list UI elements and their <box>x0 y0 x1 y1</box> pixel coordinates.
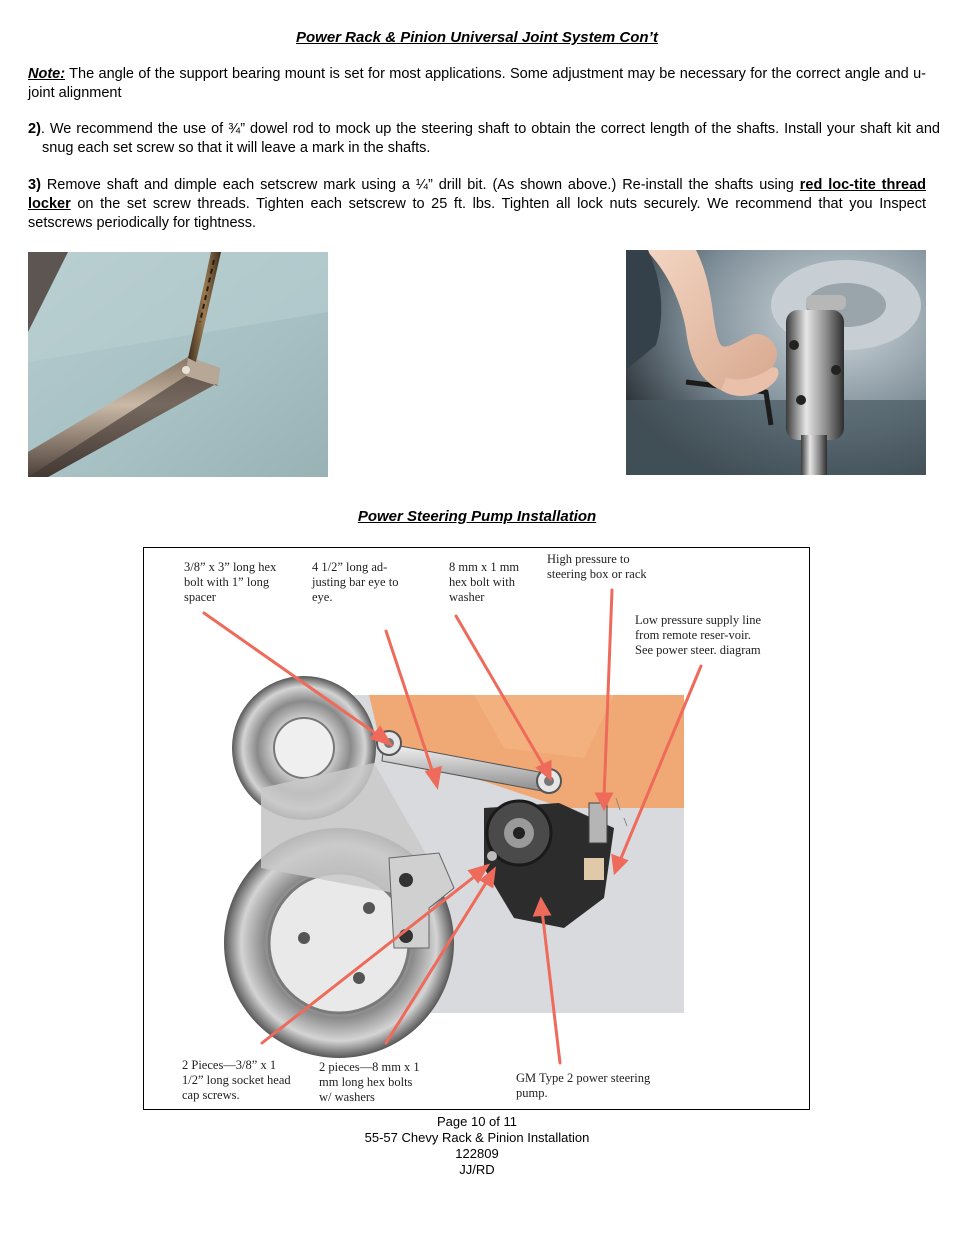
step-3-emphasis: red loc-tite thread locker <box>28 177 926 212</box>
callout-8mm-hex-bolts-washers: 2 pieces—8 mm x 1 mm long hex bolts w/ washers <box>319 1060 420 1104</box>
callout-gm-pump: GM Type 2 power steering pump. <box>516 1071 651 1100</box>
hex-key-ujoint-illustration <box>626 250 926 475</box>
step-2-label: 2) <box>28 121 41 137</box>
step-3-paragraph <box>28 176 926 233</box>
callout-8mm-hex-bolt: 8 mm x 1 mm hex bolt with washer <box>449 560 520 604</box>
callout-low-pressure: Low pressure supply line from remote reser-voir. See power steer. diagram <box>635 613 762 657</box>
step-2-text: . We recommend the use of ¾” dowel rod to mock up the steering shaft to obtain the correct length of the shafts. Install your shaft kit and snug each set screw so that it will leave a mark in the shafts. <box>40 121 940 156</box>
hex-key-ujoint-photo <box>626 250 926 475</box>
step-3-label: 3) <box>28 177 41 193</box>
callout-socket-cap-screws: 2 Pieces—3/8” x 1 1/2” long socket head cap screws. <box>182 1058 291 1102</box>
note-text: The angle of the support bearing mount is set for most applications. Some adjustment may be necessary for the correct angle and u-joint alignment <box>28 66 926 101</box>
callout-adjusting-bar: 4 1/2” long ad-justing bar eye to eye. <box>312 560 399 604</box>
section-title: Power Rack & Pinion Universal Joint System Con’t <box>295 29 659 46</box>
footer-page-number: Page 10 of 11 <box>437 1114 517 1129</box>
drill-dimple-illustration <box>28 252 328 477</box>
drill-dimple-photo <box>28 252 328 477</box>
pump-installation-diagram <box>143 547 810 1110</box>
step-3-text-a: Remove shaft and dimple each setscrew mark using a ¼” drill bit. (As shown above.) Re-install the shafts using <box>40 177 800 193</box>
footer-initials: JJ/RD <box>459 1162 495 1177</box>
footer-code: 122809 <box>455 1146 499 1161</box>
callout-high-pressure: High pressure to steering box or rack <box>547 552 647 581</box>
step-2-paragraph <box>28 120 940 158</box>
step-3-text-b: on the set screw threads. Tighten each setscrew to 25 ft. lbs. Tighten all lock nuts securely. We recommend that you Inspect setscrews periodically for tightness. <box>28 196 926 231</box>
footer-doc-title: 55-57 Chevy Rack & Pinion Installation <box>364 1130 590 1145</box>
note-paragraph <box>28 65 926 103</box>
pump-section-title: Power Steering Pump Installation <box>357 508 597 525</box>
callout-hex-bolt-spacer: 3/8” x 3” long hex bolt with 1” long spacer <box>184 560 277 604</box>
note-label: Note: <box>28 66 66 82</box>
